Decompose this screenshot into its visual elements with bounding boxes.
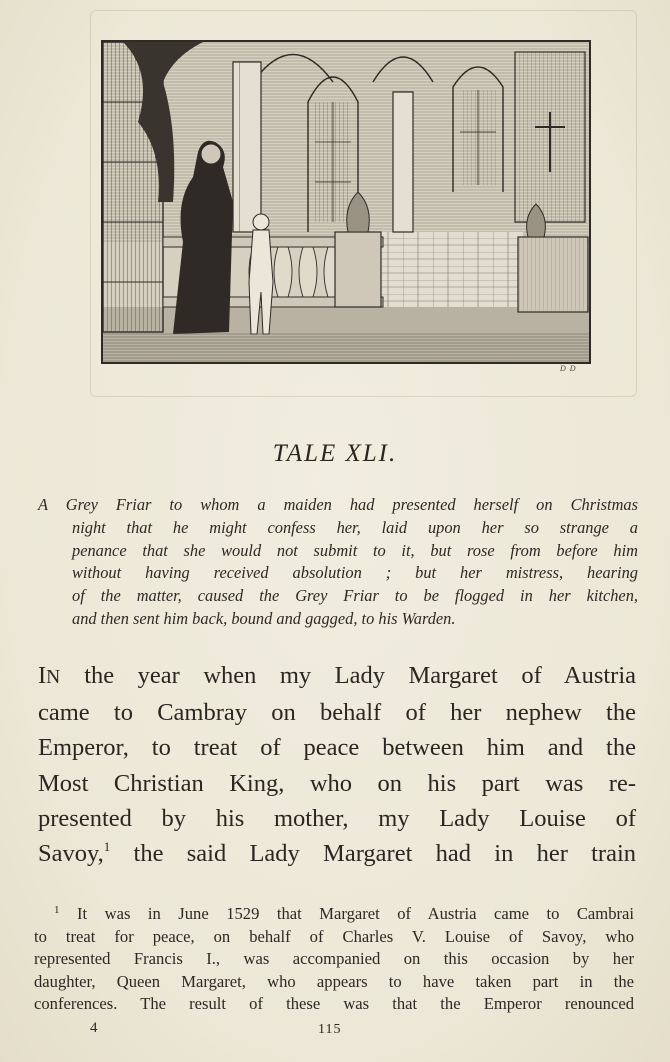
footnote-marker: 1 — [54, 904, 60, 916]
church-interior-engraving — [103, 42, 589, 362]
engraver-initials: D D — [560, 364, 577, 373]
body-line: Most Christian King, who on his part was re- — [38, 769, 636, 797]
body-line-1-text: the year when my Lady Margaret of Austria — [60, 662, 636, 689]
summary-line: night that he might confess her, laid upon her so strange a — [72, 517, 638, 537]
footnote-reference: 1 — [103, 839, 111, 855]
body-text — [38, 658, 636, 871]
body-line: presented by his mother, my Lady Louise of — [38, 804, 636, 832]
footnote-line: represented Francis I., was accompanied on this occasion by her — [34, 949, 634, 968]
footnote-line: daughter, Queen Margaret, who appears to have taken part in the — [34, 971, 634, 991]
page-number: 115 — [318, 1022, 342, 1037]
first-word-rest: N — [46, 667, 61, 688]
summary-line: of the matter, caused the Grey Friar to be flogged in her kitchen, — [72, 586, 638, 606]
body-line-6-end: the said Lady Margaret had in her train — [110, 840, 636, 868]
summary-line: penance that she would not submit to it, but rose from before him — [72, 540, 638, 560]
summary-line: and then sent him back, bound and gagged, to his Warden. — [72, 608, 456, 628]
body-line — [38, 836, 636, 871]
summary-line: A Grey Friar to whom a maiden had presented herself on Christmas — [38, 495, 638, 514]
drop-initial: I — [38, 662, 47, 689]
signature-mark: 4 — [90, 1020, 98, 1036]
body-line: came to Cambray on behalf of her nephew the — [38, 699, 636, 727]
footnote-line: conferences. The result of these was that the Emperor renounced — [34, 994, 634, 1013]
footnote-line-1-text: It was in June 1529 that Margaret of Austria came to Cambrai — [59, 904, 634, 923]
summary-line: without having received absolution ; but her mistress, hearing — [72, 563, 638, 583]
tale-title: TALE XLI. — [272, 440, 398, 467]
engraving-illustration — [101, 40, 591, 364]
footnote — [34, 903, 634, 1016]
body-line: Emperor, to treat of peace between him and the — [38, 734, 636, 762]
footnote-line: to treat for peace, on behalf of Charles V. Louise of Savoy, who — [34, 926, 634, 946]
footnote-line — [34, 903, 634, 926]
body-line-6-start: Savoy, — [38, 840, 104, 868]
body-line — [38, 658, 636, 695]
tale-summary — [38, 494, 638, 631]
